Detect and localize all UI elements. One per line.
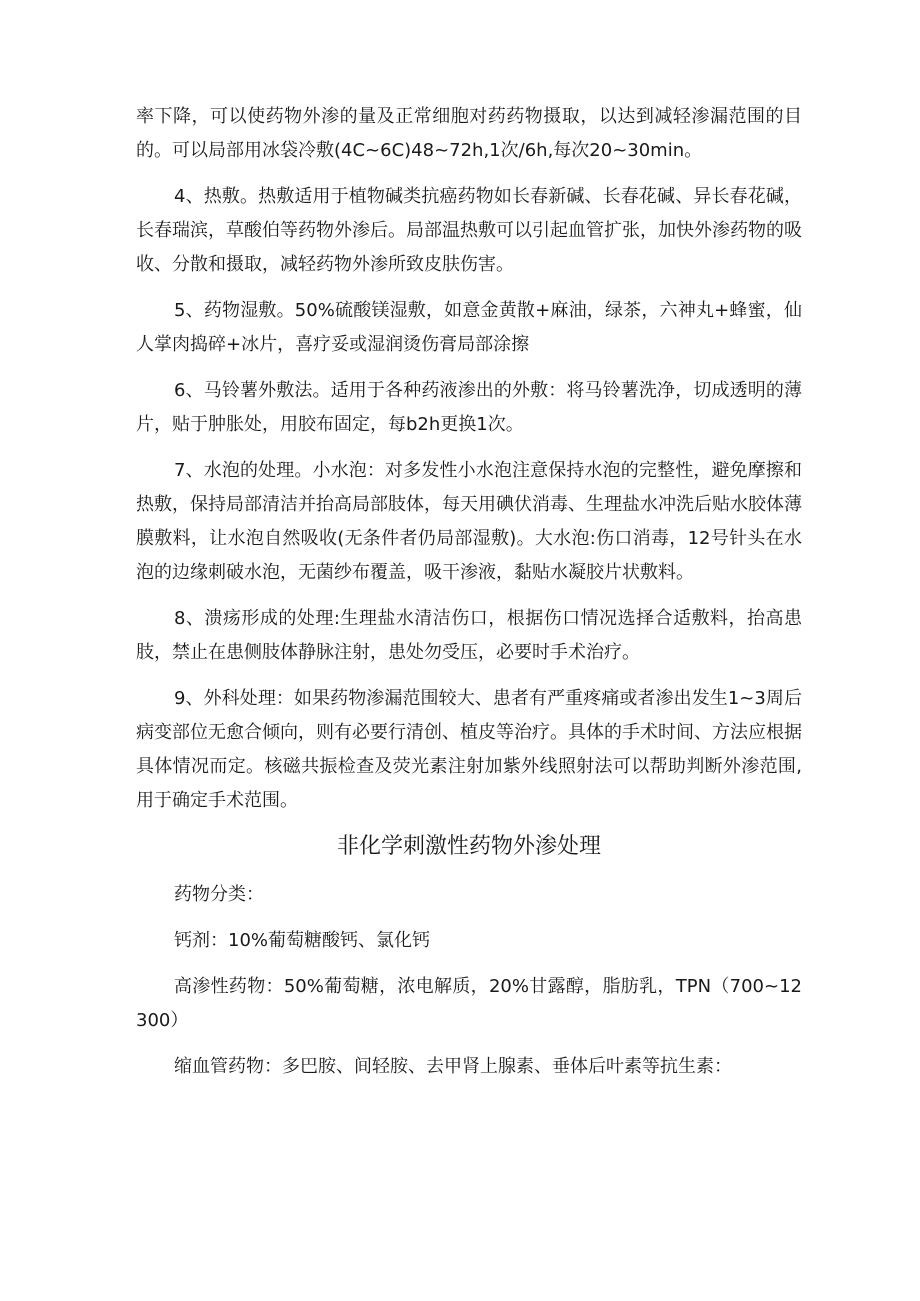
paragraph-surgical-treatment: 9、外科处理：如果药物渗漏范围较大、患者有严重疼痛或者渗出发生1~3周后病变部位无愈合倾向，则有必要行清创、植皮等治疗。具体的手术时间、方法应根据具体情况而定。核磁共振检查及荧光素注射加紫外线照射法可以帮助判断外渗范围,用于确定手术范围。 bbox=[136, 688, 802, 811]
paragraph-ulcer-treatment: 8、溃疡形成的处理:生理盐水清洁伤口，根据伤口情况选择合适敷料，抬高患肢，禁止在患侧肢体静脉注射，患处勿受压，必要时手术治疗。 bbox=[136, 608, 802, 663]
paragraph-calcium: 钙剂：10%葡萄糖酸钙、氯化钙 bbox=[174, 930, 431, 951]
body-text-top bbox=[136, 100, 802, 818]
paragraph-hot-compress: 4、热敷。热敷适用于植物碱类抗癌药物如长春新碱、长春花碱、异长春花碱，长春瑞滨，草酸伯等药物外渗后。局部温热敷可以引起血管扩张，加快外渗药物的吸收、分散和摄取，减轻药物外渗所致皮肤伤害。 bbox=[136, 186, 802, 275]
paragraph-drug-classification: 药物分类： bbox=[174, 884, 264, 905]
paragraph-vasoconstrictor: 缩血管药物：多巴胺、间轻胺、去甲肾上腺素、垂体后叶素等抗生素： bbox=[174, 1056, 732, 1077]
body-text-bottom bbox=[136, 878, 802, 1084]
paragraph-wet-compress: 5、药物湿敷。50%硫酸镁湿敷，如意金黄散+麻油，绿茶，六神丸+蜂蜜，仙人掌肉捣碎+冰片，喜疗妥或湿润烫伤膏局部涂擦 bbox=[136, 300, 802, 355]
paragraph-blister-treatment: 7、水泡的处理。小水泡：对多发性小水泡注意保持水泡的完整性，避免摩擦和热敷，保持局部清洁并抬高局部肢体，每天用碘伏消毒、生理盐水冲洗后贴水胶体薄膜敷料，让水泡自然吸收(无条件者仍局部湿敷)。大水泡:伤口消毒，12号针头在水泡的边缘刺破水泡，无菌纱布覆盖，吸干渗液，黏贴水凝胶片状敷料。 bbox=[136, 460, 802, 583]
section-title: 非化学刺激性药物外渗处理 bbox=[336, 834, 601, 859]
paragraph-cold-compress-cont: 率下降，可以使药物外渗的量及正常细胞对药药物摄取，以达到减轻渗漏范围的目的。可以局部用冰袋冷敷(4C~6C)48~72h,1次/6h,每次20~30min。 bbox=[136, 106, 802, 161]
paragraph-hyperosmotic: 高渗性药物：50%葡萄糖，浓电解质，20%甘露醇，脂肪乳，TPN（700~12300） bbox=[136, 976, 802, 1031]
paragraph-potato-compress: 6、马铃薯外敷法。适用于各种药液渗出的外敷：将马铃薯洗净，切成透明的薄片，贴于肿胀处，用胶布固定，每b2h更换1次。 bbox=[136, 380, 802, 435]
